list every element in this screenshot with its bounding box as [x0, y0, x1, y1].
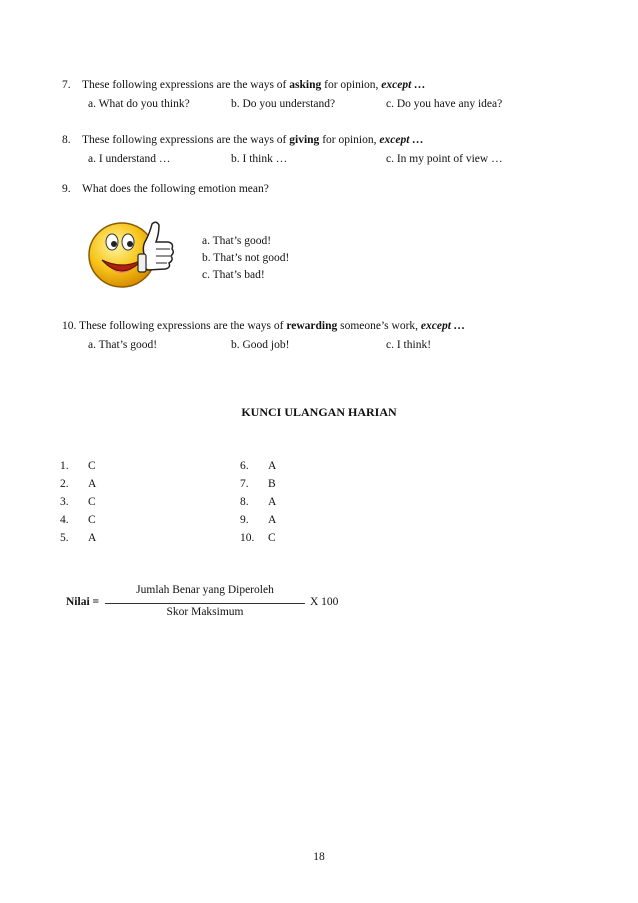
answer-row: 10. C	[240, 532, 276, 544]
answer-row: 4. C	[60, 514, 96, 526]
question-number: 8.	[62, 134, 71, 146]
question-except: except …	[381, 79, 426, 91]
question-number: 10.	[62, 320, 77, 332]
option-c: c. I think!	[386, 339, 432, 351]
answer-row: 3. C	[60, 496, 96, 508]
formula-denominator: Skor Maksimum	[166, 606, 244, 618]
option-a: a. I understand …	[88, 153, 171, 165]
answer-row: 9. A	[240, 514, 277, 526]
question-10	[62, 320, 465, 332]
page-number: 18	[313, 851, 325, 863]
fraction-line	[105, 603, 305, 604]
question-text-pre: These following expressions are the ways of	[82, 79, 290, 91]
question-text-pre: These following expressions are the ways of	[82, 134, 290, 146]
question-keyword: giving	[289, 134, 320, 146]
question-text-pre: These following expressions are the ways of	[79, 320, 287, 332]
option-b: b. I think …	[231, 153, 288, 165]
question-text-post: someone’s work,	[337, 320, 421, 332]
question-text-post: for opinion,	[321, 79, 382, 91]
answer-row: 5. A	[60, 532, 97, 544]
option-a: a. That’s good!	[202, 235, 272, 247]
answer-row: 7. B	[240, 478, 276, 490]
formula-label: Nilai =	[66, 596, 100, 608]
answer-key-title: KUNCI ULANGAN HARIAN	[241, 405, 397, 419]
answer-row: 2. A	[60, 478, 97, 490]
option-a: a. What do you think?	[88, 98, 190, 110]
question-number: 7.	[62, 79, 71, 91]
answer-row: 8. A	[240, 496, 277, 508]
answer-row: 6. A	[240, 460, 277, 472]
option-b: b. Good job!	[231, 339, 290, 351]
question-number: 9.	[62, 183, 71, 195]
option-c: c. Do you have any idea?	[386, 98, 503, 110]
option-a: a. That’s good!	[88, 339, 158, 351]
option-b: b. Do you understand?	[231, 98, 336, 110]
formula-numerator: Jumlah Benar yang Diperoleh	[136, 584, 274, 596]
question-9	[62, 183, 269, 195]
question-7	[62, 79, 426, 91]
question-except: except …	[420, 320, 466, 332]
question-except: except …	[379, 134, 424, 146]
question-text: What does the following emotion mean?	[82, 183, 269, 195]
option-c: c. In my point of view …	[386, 153, 503, 165]
option-c: c. That’s bad!	[202, 269, 265, 281]
question-keyword: rewarding	[286, 320, 338, 332]
formula-multiplier: X 100	[310, 596, 339, 608]
smiley-thumbs-up-icon	[82, 212, 177, 292]
question-text-post: for opinion,	[319, 134, 380, 146]
question-keyword: asking	[289, 79, 322, 91]
question-8	[62, 134, 424, 146]
answer-row: 1. C	[60, 460, 96, 472]
option-b: b. That’s not good!	[202, 252, 290, 264]
